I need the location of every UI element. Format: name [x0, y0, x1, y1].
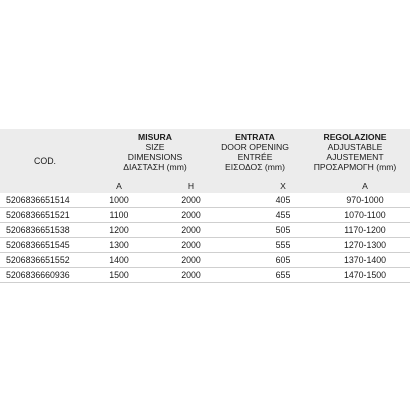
row-r: 1070-1100 — [344, 210, 386, 220]
row-x: 655 — [275, 270, 291, 280]
subheader-x: X — [280, 181, 286, 191]
header-entrata-gr: ΕΙΣΟΔΟΣ (mm) — [225, 162, 285, 172]
row-code: 5206836651545 — [6, 240, 70, 250]
row-h: 2000 — [181, 240, 201, 250]
row-x: 505 — [275, 225, 291, 235]
row-a: 1300 — [109, 240, 129, 250]
table-row — [0, 238, 410, 253]
row-a: 1200 — [109, 225, 129, 235]
row-r: 1170-1200 — [344, 225, 386, 235]
header-regolazione-gr: ΠΡΟΣΑΡΜΟΓΗ (mm) — [313, 162, 397, 172]
row-h: 2000 — [181, 225, 201, 235]
header-entrata — [200, 132, 310, 172]
header-regolazione-fr: AJUSTEMENT — [326, 152, 384, 162]
row-code: 5206836651538 — [6, 225, 70, 235]
row-r: 1270-1300 — [343, 240, 387, 250]
row-x: 555 — [275, 240, 291, 250]
row-code: 5206836660936 — [6, 270, 70, 280]
row-h: 2000 — [181, 210, 201, 220]
header-misura-en: SIZE — [145, 142, 165, 152]
table-row — [0, 268, 410, 283]
header-entrata-en: DOOR OPENING — [221, 142, 289, 152]
header-misura-title: MISURA — [138, 132, 172, 142]
row-code: 5206836651514 — [6, 195, 70, 205]
row-a: 1100 — [109, 210, 129, 220]
header-misura — [100, 132, 210, 172]
row-x: 455 — [275, 210, 291, 220]
header-regolazione-en: ADJUSTABLE — [327, 142, 383, 152]
table-row — [0, 208, 410, 223]
row-r: 970-1000 — [346, 195, 384, 205]
row-a: 1500 — [109, 270, 129, 280]
row-x: 405 — [275, 195, 291, 205]
header-entrata-fr: ENTRÉE — [237, 152, 273, 162]
header-code: COD. — [34, 156, 56, 166]
row-x: 605 — [275, 255, 291, 265]
table-row — [0, 253, 410, 268]
row-a: 1000 — [109, 195, 129, 205]
header-regolazione — [300, 132, 410, 172]
subheader-h: H — [187, 181, 195, 191]
subheader-a: A — [116, 181, 122, 191]
table-row — [0, 193, 410, 208]
row-code: 5206836651521 — [6, 210, 70, 220]
row-r: 1370-1400 — [343, 255, 387, 265]
header-misura-fr: DIMENSIONS — [127, 152, 183, 162]
header-misura-gr: ΔΙΑΣΤΑΣΗ (mm) — [123, 162, 187, 172]
subheader-r: A — [362, 181, 368, 191]
row-h: 2000 — [181, 195, 201, 205]
row-h: 2000 — [181, 270, 201, 280]
row-r: 1470-1500 — [343, 270, 387, 280]
row-a: 1400 — [109, 255, 129, 265]
header-regolazione-title: REGOLAZIONE — [323, 132, 387, 142]
row-code: 5206836651552 — [6, 255, 70, 265]
table-row — [0, 223, 410, 238]
header-entrata-title: ENTRATA — [235, 132, 275, 142]
row-h: 2000 — [181, 255, 201, 265]
